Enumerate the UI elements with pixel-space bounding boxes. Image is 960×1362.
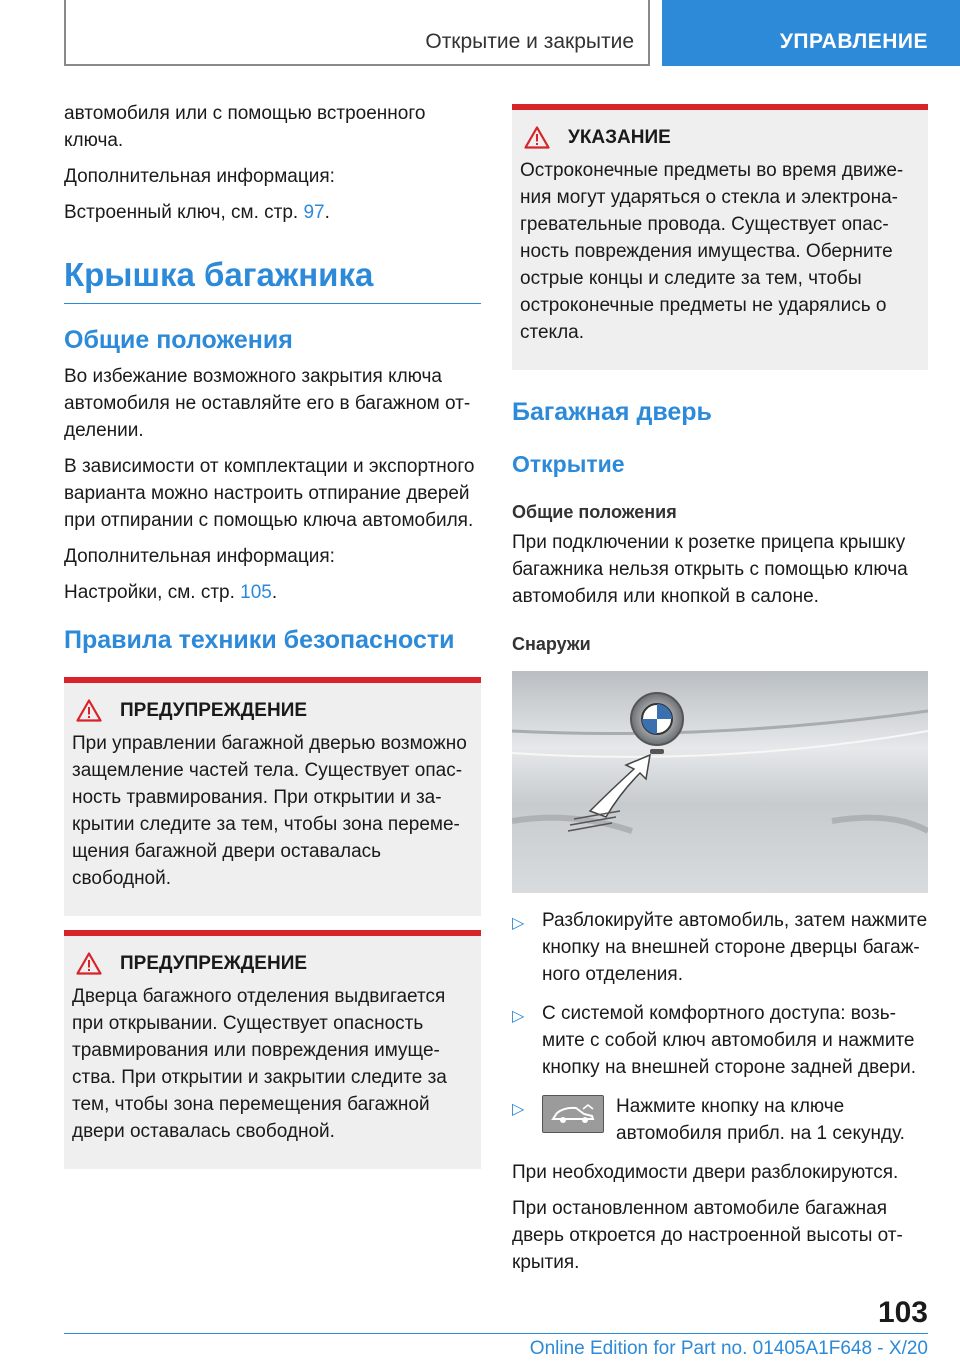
subheading-trunk-door: Багажная дверь — [512, 398, 712, 426]
key-button-row: Нажмите кнопку на ключе автомобиля прибл. на 1 секунду. — [542, 1093, 928, 1147]
section-heading-trunk-lid: Крышка багажника — [64, 256, 481, 304]
after-paragraph-1: При необходимости двери разблокируются. — [512, 1162, 899, 1183]
subheading-general-2: Общие положения — [512, 502, 677, 522]
warning-triangle-icon — [76, 952, 102, 975]
page-link-105[interactable]: 105 — [240, 582, 272, 603]
instruction-list — [512, 907, 928, 1147]
warning-triangle-icon — [76, 699, 102, 722]
instruction-item-3 — [512, 1093, 928, 1147]
page-number: 103 — [877, 1296, 928, 1329]
footer-edition: Online Edition for Part no. 01405A1F648 - X/20 — [529, 1338, 928, 1359]
trunk-button-photo — [512, 671, 928, 893]
trunk-lid-illustration — [512, 671, 928, 893]
warning-box-2-text: Дверца багажного отделения выдвигается при открывании. Существует опасность травмирования или повреждения имущества. При открытии и закрытии следите за тем, чтобы зона перемещения багажной двери оставалась свободной. — [72, 986, 447, 1142]
header-chapter-title: УПРАВЛЕНИЕ — [779, 30, 928, 53]
warning-box-1-text: При управлении багажной дверью возможно защемление частей тела. Существует опасность травмирования. При открытии и закрытии следите за тем, чтобы зона перемещения багажной двери оставалась свободной. — [72, 733, 467, 889]
triangle-right-icon: ▷ — [512, 1101, 525, 1118]
trunk-key-button-icon — [542, 1095, 604, 1133]
instruction-item-2: ▷ С системой комфортного доступа: возьмите с собой ключ автомобиля и нажмите кнопку на внешней стороне задней двери. — [512, 1003, 916, 1078]
instruction-item-1: ▷ Разблокируйте автомобиль, затем нажмите кнопку на внешней стороне дверцы багажного отделения. — [512, 910, 928, 985]
header-section-title: Открытие и закрытие — [425, 30, 634, 53]
settings-ref-end: . — [271, 582, 278, 603]
intro-paragraph-3 — [64, 199, 481, 226]
subheading-opening: Открытие — [512, 451, 625, 477]
warning-box-1 — [64, 677, 481, 916]
notice-box-title: УКАЗАНИЕ — [568, 126, 671, 148]
warning-box-2 — [64, 930, 481, 1169]
footer-rule — [64, 1333, 928, 1334]
subheading-general: Общие положения — [64, 326, 293, 354]
triangle-right-icon: ▷ — [512, 1008, 525, 1025]
header-section-tab — [64, 0, 650, 66]
after-paragraph-2: При остановленном автомобиле багажная дверь откроется до настроенной высоты открытия. — [512, 1198, 903, 1273]
warning-box-1-title-row — [72, 699, 473, 722]
intro-ref-text: Встроенный ключ, см. стр. — [64, 202, 304, 223]
warning-box-2-title: ПРЕДУПРЕЖДЕНИЕ — [120, 952, 308, 974]
warning-box-1-title: ПРЕДУПРЕЖДЕНИЕ — [120, 699, 308, 721]
subheading-outside: Снаружи — [512, 634, 591, 654]
intro-ref-end: . — [324, 202, 330, 223]
warning-box-2-title-row — [72, 952, 473, 975]
triangle-right-icon: ▷ — [512, 915, 525, 932]
general-paragraph-3: Дополнительная информация: — [64, 546, 335, 567]
notice-box — [512, 104, 928, 370]
notice-box-text: Остроконечные предметы во время движения могут ударяться о стекла и электронагревательные провода. Существует опасность повреждения имущества. Оберните острые концы и следите за тем, чтобы остроконечные предметы не ударялись о стекла. — [520, 160, 904, 343]
trailer-paragraph: При подключении к розетке прицепа крышку багажника нельзя открыть с помощью ключа автомобиля или кнопкой в салоне. — [512, 532, 908, 607]
general-paragraph-2: В зависимости от комплектации и экспортного варианта можно настроить отпирание дверей при отпирании с помощью ключа автомобиля. — [64, 456, 475, 531]
header-chapter-tab — [662, 0, 960, 66]
warning-triangle-icon — [524, 126, 550, 149]
left-column — [64, 100, 481, 1169]
general-paragraph-1: Во избежание возможного закрытия ключа автомобиля не оставляйте его в багажном отделении. — [64, 366, 471, 441]
page-link-97[interactable]: 97 — [303, 202, 325, 223]
general-paragraph-4 — [64, 579, 481, 606]
settings-ref-text: Настройки, см. стр. — [64, 582, 241, 603]
intro-paragraph-1: автомобиля или с помощью встроенного ключа. — [64, 103, 426, 151]
subheading-safety: Правила техники безопасности — [64, 626, 455, 654]
notice-box-title-row — [520, 126, 920, 149]
intro-paragraph-2: Дополнительная информация: — [64, 166, 335, 187]
right-column — [512, 104, 928, 1285]
